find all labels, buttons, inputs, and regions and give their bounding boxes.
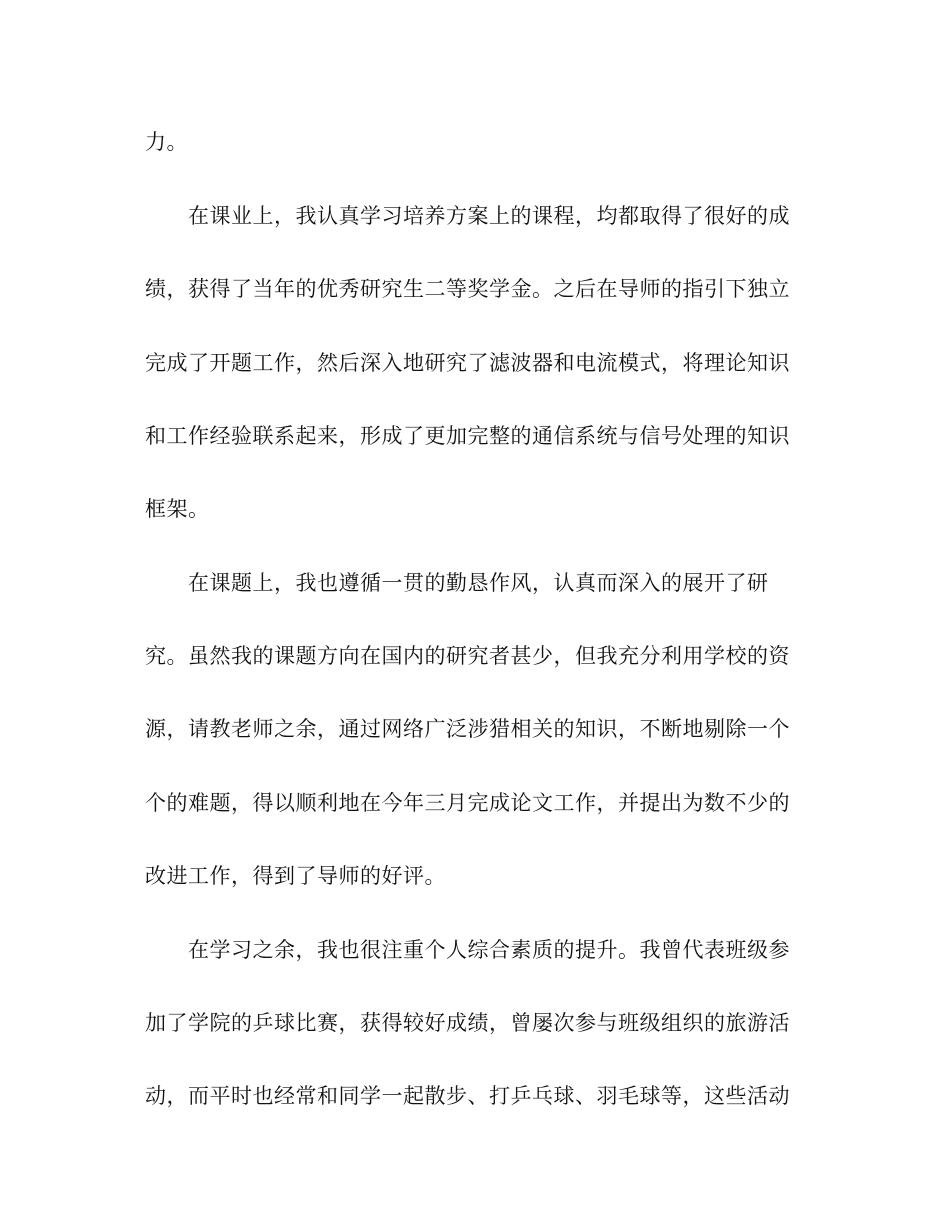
text-line: 完成了开题工作，然后深入地研究了滤波器和电流模式，将理论知识 bbox=[145, 351, 790, 375]
text-line: 源，请教老师之余，通过网络广泛涉猎相关的知识，不断地剔除一个 bbox=[145, 717, 790, 741]
text-line: 改进工作，得到了导师的好评。 bbox=[145, 864, 446, 888]
paragraph-first-line: 在学习之余，我也很注重个人综合素质的提升。我曾代表班级参 bbox=[188, 938, 790, 962]
text-line: 绩，获得了当年的优秀研究生二等奖学金。之后在导师的指引下独立 bbox=[145, 277, 790, 301]
text-line: 和工作经验联系起来，形成了更加完整的通信系统与信号处理的知识 bbox=[145, 424, 790, 448]
text-line: 究。虽然我的课题方向在国内的研究者甚少，但我充分利用学校的资 bbox=[145, 644, 790, 668]
text-line: 力。 bbox=[145, 130, 188, 154]
paragraph-first-line: 在课业上，我认真学习培养方案上的课程，均都取得了很好的成 bbox=[188, 204, 790, 228]
text-line: 动，而平时也经常和同学一起散步、打乒乓球、羽毛球等，这些活动 bbox=[145, 1084, 790, 1108]
text-line: 加了学院的乒球比赛，获得较好成绩，曾屡次参与班级组织的旅游活 bbox=[145, 1011, 790, 1035]
text-line: 框架。 bbox=[145, 497, 210, 521]
paragraph-first-line: 在课题上，我也遵循一贯的勤恳作风，认真而深入的展开了研 bbox=[188, 571, 769, 595]
text-line: 个的难题，得以顺利地在今年三月完成论文工作，并提出为数不少的 bbox=[145, 791, 790, 815]
